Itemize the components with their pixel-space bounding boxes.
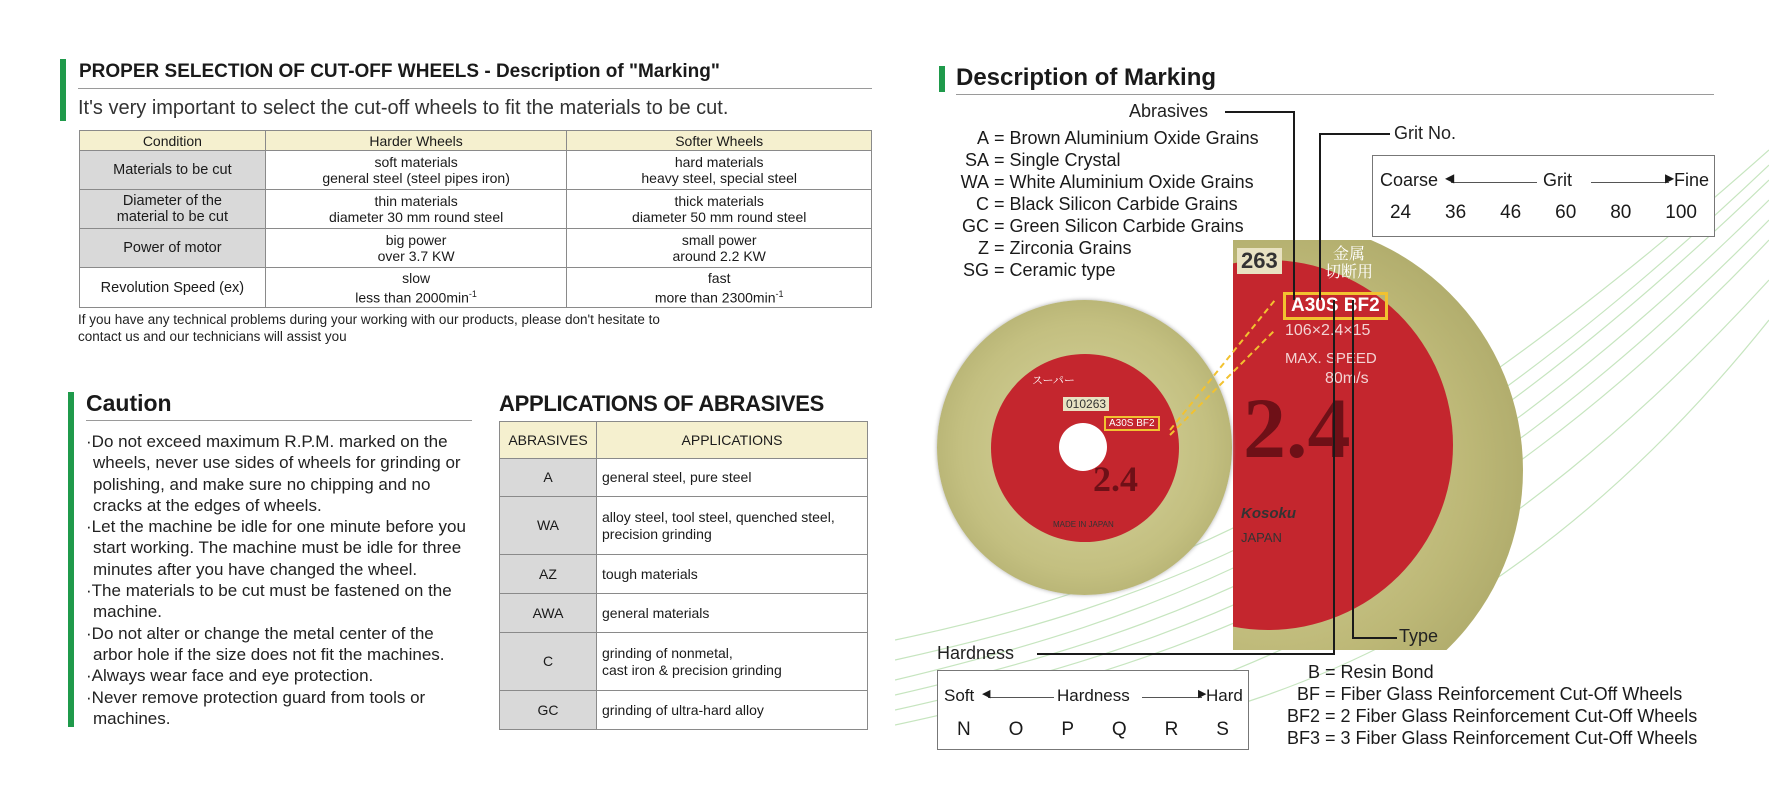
abrasive-desc: Brown Aluminium Oxide Grains: [1009, 128, 1259, 148]
abrasive-item: WA = White Aluminium Oxide Grains: [939, 171, 1254, 193]
unit-superscript: -1: [775, 288, 784, 299]
application-text: general steel, pure steel: [602, 469, 752, 485]
row-label: Power of motor: [123, 240, 222, 256]
abrasive-desc: Green Silicon Carbide Grains: [1009, 216, 1244, 236]
th-condition: Condition: [80, 131, 266, 151]
caution-text: Do not exceed maximum R.P.M. marked on the wheels, never use sides of wheels for grinding or polishing, and make sure no chipping and no cracks at the edges of wheels.: [91, 432, 461, 515]
note-line: If you have any technical problems during your working with our products, please don't hesitate to: [78, 312, 660, 327]
caution-text: Let the machine be idle for one minute before you start working. The machine must be idle for three minutes after you have changed the wheel.: [91, 517, 466, 579]
abrasive-code: WA: [500, 497, 597, 555]
abrasive-item: C = Black Silicon Carbide Grains: [939, 193, 1238, 215]
zoomed-speed-value: 80m/s: [1325, 370, 1369, 387]
wheel-lot-number: 010263: [1063, 397, 1109, 411]
abrasive-item: Z = Zirconia Grains: [939, 237, 1132, 259]
type-desc: 3 Fiber Glass Reinforcement Cut-Off Wheels: [1340, 728, 1698, 748]
grit-value: 60: [1555, 202, 1577, 223]
th-abrasives: ABRASIVES: [500, 422, 597, 459]
zoomed-speed-text: MAX. SPEED: [1285, 350, 1377, 367]
hardness-arrowhead-left-icon: ◀: [982, 688, 991, 700]
list-item: ·Do not exceed maximum R.P.M. marked on the wheels, never use sides of wheels for grinding or polishing, and make sure no chipping and no cracks at the edges of wheels.: [86, 432, 461, 515]
caution-text: Never remove protection guard from tools or machines.: [91, 687, 426, 728]
list-item: ·Never remove protection guard from tools or machines.: [86, 687, 426, 728]
wheel-marking-code: A30S BF2: [1104, 416, 1160, 431]
type-label: Type: [1399, 626, 1439, 646]
row-label: Materials to be cut: [113, 162, 232, 178]
list-item: ·Do not alter or change the metal center of the arbor hole if the size does not fit the machines.: [86, 623, 445, 664]
th-softer: Softer Wheels: [567, 131, 872, 151]
cell-line: hard materials: [674, 154, 764, 170]
abrasive-code: A: [976, 128, 989, 148]
cell-line: general steel (steel pipes iron): [322, 170, 510, 186]
zoomed-big-number: 2.4: [1243, 380, 1351, 476]
marking-title: Description of Marking: [956, 64, 1217, 91]
grit-coarse: Coarse: [1380, 170, 1439, 190]
cell-line: slow: [402, 269, 431, 286]
caution-title: Caution: [86, 390, 172, 416]
grit-mid: Grit: [1543, 170, 1572, 190]
application-text: precision grinding: [602, 525, 712, 542]
caution-text: Always wear face and eye protection.: [91, 666, 374, 686]
abrasive-desc: Ceramic type: [1009, 260, 1116, 280]
hardness-arrowhead-right-icon: ▶: [1198, 688, 1207, 700]
zoomed-marking-code: A30S BF2: [1283, 292, 1388, 320]
cell-line: thin materials: [374, 193, 458, 209]
wheel-brand: スーパー: [1032, 375, 1075, 387]
grit-value: 24: [1389, 202, 1412, 223]
application-text: grinding of nonmetal,: [602, 644, 733, 661]
zoomed-size-text: 106×2.4×15: [1285, 322, 1371, 339]
zoomed-maker: Kosoku: [1241, 505, 1297, 522]
hardness-value: N: [956, 719, 971, 740]
abrasive-desc: Black Silicon Carbide Grains: [1009, 194, 1238, 214]
caution-text: Do not alter or change the metal center of the arbor hole if the size does not fit the machines.: [91, 623, 445, 664]
abrasive-desc: Single Crystal: [1009, 150, 1121, 170]
abrasive-item: A = Brown Aluminium Oxide Grains: [939, 127, 1259, 149]
cell-line: around 2.2 KW: [672, 248, 766, 264]
application-text: general materials: [602, 604, 710, 621]
application-text: tough materials: [602, 565, 698, 582]
unit-superscript: -1: [468, 288, 477, 299]
type-item: BF3 = 3 Fiber Glass Reinforcement Cut-Off Wheels: [1270, 727, 1697, 749]
applications-title: APPLICATIONS OF ABRASIVES: [499, 391, 824, 416]
row-label: material to be cut: [116, 209, 229, 225]
zoomed-origin: JAPAN: [1241, 530, 1282, 545]
hardness-mid: Hardness: [1057, 686, 1130, 705]
th-applications: APPLICATIONS: [597, 422, 868, 459]
abrasive-code: AZ: [500, 555, 597, 594]
application-text: cast iron & precision grinding: [602, 661, 782, 678]
abrasive-code: Z: [978, 238, 989, 258]
selection-title: PROPER SELECTION OF CUT-OFF WHEELS - Description of "Marking": [79, 61, 720, 82]
list-item: ·The materials to be cut must be fastened on the machine.: [86, 581, 452, 622]
cell-line: diameter 50 mm round steel: [632, 209, 807, 225]
abrasive-code: GC: [962, 216, 989, 236]
abrasive-code: GC: [500, 691, 597, 730]
type-desc: Resin Bond: [1340, 662, 1434, 682]
row-label: Diameter of the: [122, 193, 222, 209]
type-item: BF = Fiber Glass Reinforcement Cut-Off Wheels: [1270, 683, 1682, 705]
hardness-label: Hardness: [937, 643, 1015, 663]
grit-arrowhead-right-icon: ▶: [1665, 171, 1675, 185]
cell-line: more than 2300min: [654, 289, 776, 306]
abrasive-code: WA: [960, 172, 989, 192]
type-code: BF: [1296, 684, 1320, 704]
application-text: alloy steel, tool steel, quenched steel,: [602, 508, 835, 525]
abrasive-item: GC = Green Silicon Carbide Grains: [939, 215, 1244, 237]
selection-intro: It's very important to select the cut-off wheels to fit the materials to be cut.: [78, 97, 729, 119]
grit-value: 80: [1610, 202, 1632, 223]
note-line: contact us and our technicians will assist you: [78, 329, 347, 344]
caution-text: The materials to be cut must be fastened on the machine.: [91, 581, 452, 622]
abrasives-label: Abrasives: [1129, 101, 1209, 121]
grit-value: 46: [1500, 202, 1522, 223]
cell-line: over 3.7 KW: [377, 248, 455, 264]
abrasive-code: SA: [964, 150, 989, 170]
type-desc: 2 Fiber Glass Reinforcement Cut-Off Wheels: [1340, 706, 1698, 726]
hardness-value: P: [1061, 719, 1074, 740]
type-code: BF2: [1286, 706, 1320, 726]
zoomed-lot-number: 263: [1237, 248, 1282, 274]
cell-line: diameter 30 mm round steel: [328, 209, 504, 225]
type-code: B: [1307, 662, 1320, 682]
abrasive-code: SG: [962, 260, 989, 280]
grit-value: 36: [1445, 202, 1467, 223]
abrasive-code: C: [500, 633, 597, 691]
hardness-value: S: [1216, 719, 1229, 740]
jp-line: 切断用: [1325, 264, 1374, 281]
abrasive-desc: White Aluminium Oxide Grains: [1009, 172, 1254, 192]
type-code: BF3: [1286, 728, 1320, 748]
hardness-soft: Soft: [944, 686, 975, 705]
abrasive-code: AWA: [500, 594, 597, 633]
type-item: BF2 = 2 Fiber Glass Reinforcement Cut-Off Wheels: [1270, 705, 1697, 727]
hardness-hard: Hard: [1206, 686, 1243, 705]
abrasive-desc: Zirconia Grains: [1009, 238, 1132, 258]
hardness-value: Q: [1111, 719, 1127, 740]
wheel-made-in: MADE IN JAPAN: [1053, 520, 1114, 529]
grit-value: 100: [1665, 202, 1697, 223]
grit-arrowhead-left-icon: ◀: [1445, 171, 1455, 185]
abrasive-code: C: [976, 194, 989, 214]
type-desc: Fiber Glass Reinforcement Cut-Off Wheels: [1340, 684, 1683, 704]
cell-line: small power: [681, 232, 757, 248]
row-label: Revolution Speed (ex): [100, 279, 245, 296]
cell-line: less than 2000min: [355, 289, 469, 306]
hardness-value: R: [1164, 719, 1179, 740]
list-item: ·Always wear face and eye protection.: [86, 666, 374, 686]
abrasive-code: A: [500, 459, 597, 497]
jp-line: 金属: [1333, 246, 1366, 263]
list-item: ·Let the machine be idle for one minute before you start working. The machine must be idle for three minutes after you have changed the wheel.: [86, 517, 466, 579]
type-item: B = Resin Bond: [1270, 661, 1434, 683]
hardness-value: O: [1008, 719, 1024, 740]
cell-line: big power: [385, 232, 447, 248]
cell-line: heavy steel, special steel: [641, 170, 798, 186]
abrasive-item: SA = Single Crystal: [939, 149, 1121, 171]
cell-line: fast: [707, 269, 731, 286]
grit-label: Grit No.: [1394, 123, 1457, 143]
application-text: grinding of ultra-hard alloy: [602, 701, 764, 718]
cell-line: soft materials: [374, 154, 458, 170]
wheel-big-number: 2.4: [1093, 459, 1138, 499]
cell-line: thick materials: [674, 193, 764, 209]
abrasive-item: SG = Ceramic type: [939, 259, 1116, 281]
th-harder: Harder Wheels: [265, 131, 567, 151]
grit-fine: Fine: [1674, 170, 1710, 190]
